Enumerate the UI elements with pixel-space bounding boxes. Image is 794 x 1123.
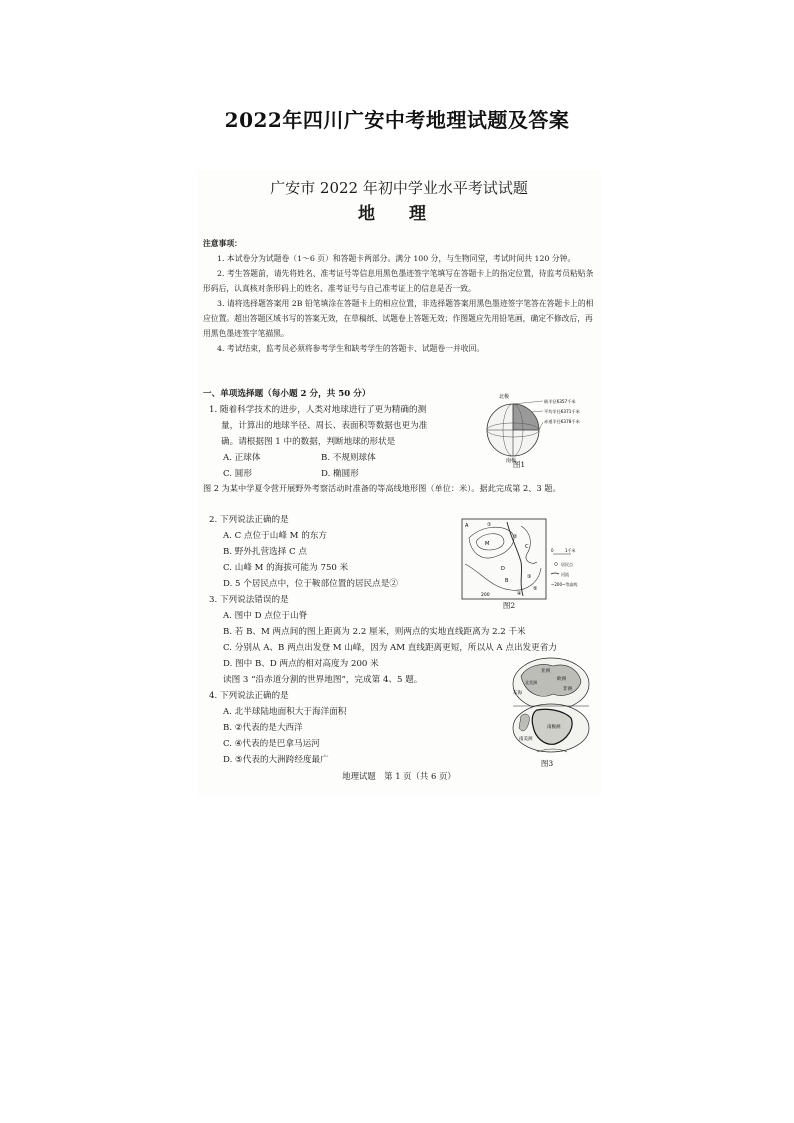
q4-option-b: B. ②代表的是大西洋: [223, 723, 303, 733]
q2-option-d: D. 5 个居民点中，位于鞍部位置的居民点是②: [223, 579, 398, 589]
fig2-label-s2: ②: [513, 534, 518, 540]
notes-block: [203, 236, 595, 356]
note-item: 4. 考试结束，监考员必须将参考学生和缺考学生的答题卡、试题卷一并收回。: [217, 344, 485, 353]
q1-stem-line2: 量，计算出的地球半径、周长、表面积等数据也更为准: [221, 421, 428, 431]
fig1-north-label: 北极: [499, 394, 510, 400]
fig1-south-label: 南极: [506, 458, 517, 464]
figure1-caption: 图1: [512, 460, 526, 469]
notes-heading: 注意事项：: [203, 239, 242, 248]
fig2-label-b: B: [505, 578, 509, 584]
q1-option-c: C. 圆形: [223, 469, 252, 479]
figure3-world-map: [507, 654, 597, 758]
q1-option-b: B. 不规则球体: [321, 453, 376, 463]
q2-stem: 2. 下列说法正确的是: [209, 515, 289, 525]
fig2-scale-km: 1千米: [565, 548, 576, 553]
q1-option-a: A. 正球体: [223, 453, 261, 463]
fig3-label-na: 北美洲: [525, 680, 537, 685]
fig2-legend-river: 河流: [561, 572, 569, 577]
fig3-label-east: 东海: [513, 691, 522, 696]
fig1-mean-radius-label: 平均半径6371千米: [544, 409, 580, 414]
fig3-label-africa: 非洲: [563, 687, 572, 692]
fig3-label-sa: 南美洲: [519, 737, 533, 742]
exam-title: 广安市 2022 年初中学业水平考试试题: [270, 179, 528, 197]
q2-option-c: C. 山峰 M 的海拔可能为 750 米: [223, 563, 349, 573]
note-item: 1. 本试卷分为试题卷（1～6 页）和答题卡两部分。满分 100 分，与生物同堂，考试时间共 120 分钟。: [217, 254, 576, 263]
q4-stem: 4. 下列说法正确的是: [209, 691, 289, 701]
figure2-contour-map: [461, 518, 597, 602]
fig2-label-200: 200: [481, 593, 490, 598]
fig2-label-s3: ③: [527, 574, 532, 580]
fig2-scale-zero: 0: [551, 548, 554, 553]
document-title: 2022年四川广安中考地理试题及答案: [224, 108, 570, 132]
fig3-label-europe: 欧洲: [557, 677, 566, 682]
figure2-caption: 图2: [502, 601, 516, 610]
figure3-caption: 图3: [540, 759, 554, 768]
q2-option-a: A. C 点位于山峰 M 的东方: [223, 531, 327, 541]
note-item: 2. 考生答题前，请先将姓名、准考证号等信息用黑色墨迹签字笔填写在答题卡上的指定位置，待监考员粘贴条形码后，认真核对条形码上的姓名、准考证号与自己准考证上的信息是否一致。: [203, 269, 594, 293]
q3-option-c: C. 分别从 A、B 两点出发登 M 山峰，因为 AM 直线距离更短，所以从 A 点出发更省力: [223, 643, 557, 653]
q4-option-c: C. ④代表的是巴拿马运河: [223, 739, 320, 749]
fig3-label-asia: 亚洲: [541, 669, 550, 674]
fig1-polar-radius-label: 极半径6357千米: [544, 399, 576, 404]
fig2-label-c: C: [525, 544, 529, 550]
fig3-label-ant: 南极洲: [547, 725, 561, 730]
fig2-label-m: M: [485, 541, 490, 547]
q4-option-a: A. 北半球陆地面积大于海洋面积: [223, 707, 347, 717]
fig2-label-s4: ④: [517, 591, 522, 597]
fig2-legend-settlement: 居民点: [561, 562, 573, 567]
paragraph-fig2-intro: 图 2 为某中学夏令营开展野外考察活动时准备的等高线地形图（单位：米）。据此完成第 2、3 题。: [203, 483, 561, 493]
fig2-legend-contour: ~200~等高线: [551, 582, 578, 587]
fig2-label-d: D: [501, 566, 505, 572]
exam-subject: 地 理: [358, 204, 440, 224]
scanned-exam-page: [197, 170, 601, 795]
q4-option-d: D. ⑤代表的大洲跨经度最广: [223, 755, 329, 765]
q3-stem: 3. 下列说法错误的是: [209, 595, 289, 605]
section-heading: 一、单项选择题（每小题 2 分，共 50 分）: [203, 389, 371, 399]
fig2-label-a: A: [465, 523, 469, 529]
q3-option-b: B. 若 B、M 两点间的图上距离为 2.2 厘米，则两点的实地直线距离为 2.2 千米: [223, 627, 526, 637]
paragraph-fig3-intro: 读图 3 “沿赤道分割的世界地图”，完成第 4、5 题。: [223, 675, 423, 685]
q1-stem-line3: 确。请根据图 1 中的数据，判断地球的形状是: [221, 437, 396, 447]
q1-stem-line1: 1. 随着科学技术的进步，人类对地球进行了更为精确的测: [209, 405, 427, 415]
q1-option-d: D. 椭圆形: [321, 469, 359, 479]
fig2-label-s1: ①: [487, 522, 492, 528]
q3-option-a: A. 图中 D 点位于山脊: [223, 611, 308, 621]
q3-option-d: D. 图中 B、D 两点的相对高度为 200 米: [223, 659, 379, 669]
fig1-equator-radius-label: 赤道半径6378千米: [544, 419, 580, 424]
note-item: 3. 请将选择题答案用 2B 铅笔填涂在答题卡上的相应位置，非选择题答案用黑色墨迹签字笔答在答题卡上的相应位置。超出答题区域书写的答案无效，在草稿纸、试题卷上答题无效；作图题应先用铅笔画，确定不修改后，再用黑色墨迹签字笔描黑。: [203, 299, 594, 338]
figure1-globe: [485, 390, 597, 468]
q2-option-b: B. 野外扎营选择 C 点: [223, 547, 307, 557]
page-footer: 地理试题 第 1 页（共 6 页）: [342, 771, 456, 781]
fig2-label-s5: ⑤: [533, 586, 538, 592]
